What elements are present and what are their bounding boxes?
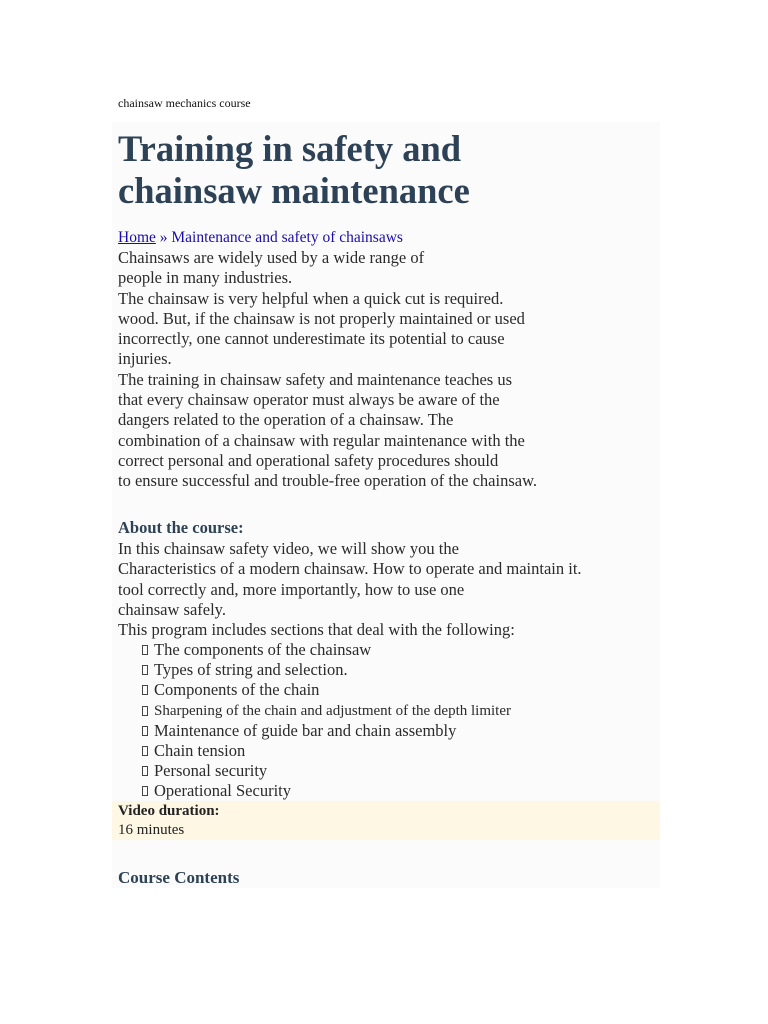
list-item [142,721,511,741]
bullet-icon [142,665,148,675]
list-item [142,761,511,781]
list-item [142,640,511,660]
intro-line: that every chainsaw operator must always be aware of the [118,390,500,410]
intro-line: people in many industries. [118,268,293,288]
breadcrumb-current-link[interactable]: Maintenance and safety of chainsaws [171,229,403,246]
topic-label: Chain tension [154,740,246,760]
bullet-icon [142,726,148,736]
about-line: chainsaw safely. [118,599,226,619]
page-title [118,128,470,212]
topic-label: Operational Security [154,781,291,801]
topic-label: The components of the chainsaw [154,640,372,659]
bullet-icon [142,766,148,776]
about-line: tool correctly and, more importantly, how to use one [118,579,465,599]
list-item [142,741,511,761]
topic-label: Types of string and selection. [154,660,348,680]
title-line-1: Training in safety and [118,128,462,169]
intro-line: The chainsaw is very helpful when a quick cut is required. [118,288,504,308]
intro-line: incorrectly, one cannot underestimate its potential to cause [118,329,505,349]
bullet-icon [142,706,148,716]
breadcrumb-home-link[interactable]: Home [118,229,156,246]
breadcrumb-separator: » [155,229,172,246]
breadcrumb [118,228,403,248]
topic-label: Components of the chain [154,680,320,700]
video-duration-box [112,801,660,840]
intro-line: wood. But, if the chainsaw is not properly maintained or used [118,308,525,328]
intro-line: injuries. [118,349,172,369]
about-heading: About the course: [118,518,244,537]
about-line: In this chainsaw safety video, we will show you the [118,539,459,558]
article-content [112,122,660,888]
intro-line: combination of a chainsaw with regular maintenance with the [118,430,525,450]
intro-line: dangers related to the operation of a chainsaw. The [118,410,454,430]
intro-line: The training in chainsaw safety and maintenance teaches us [118,369,513,389]
bullet-icon [142,645,148,655]
topic-label: Personal security [154,761,268,781]
bullet-icon [142,746,148,756]
about-line: Characteristics of a modern chainsaw. How to operate and maintain it. [118,559,582,579]
intro-line: Chainsaws are widely used by a wide range of [118,248,425,267]
topics-list [142,640,511,802]
title-line-2: chainsaw maintenance [118,170,470,211]
course-contents-heading: Course Contents [118,868,240,887]
list-item [142,701,511,721]
topic-label: Sharpening of the chain and adjustment of the depth limiter [154,702,511,719]
bullet-icon [142,786,148,796]
intro-line: to ensure successful and trouble-free operation of the chainsaw. [118,471,538,491]
about-paragraph [118,539,582,640]
intro-line: correct personal and operational safety procedures should [118,450,499,470]
bullet-icon [142,685,148,695]
topic-label: Maintenance of guide bar and chain assembly [154,720,457,740]
list-item [142,781,511,801]
video-duration-value: 16 minutes [118,822,185,838]
list-item [142,660,511,680]
list-item [142,680,511,700]
video-duration-label: Video duration: [118,803,220,819]
intro-paragraph [118,248,537,492]
page-label: chainsaw mechanics course [118,96,251,110]
about-line: This program includes sections that deal with the following: [118,620,515,640]
